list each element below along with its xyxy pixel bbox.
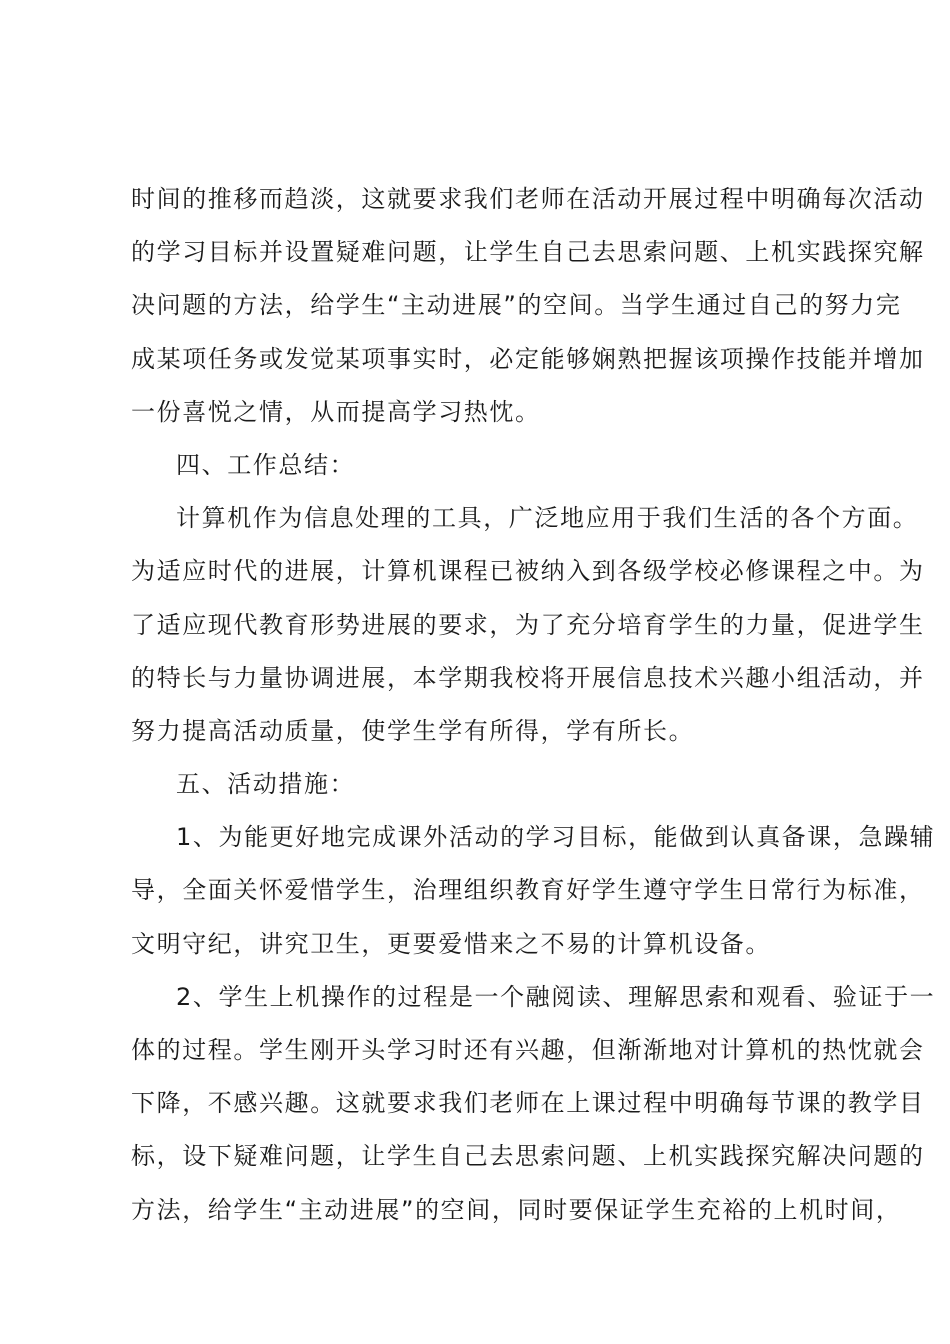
text-line: 的特长与力量协调进展，本学期我校将开展信息技术兴趣小组活动，并 (131, 663, 925, 692)
text-line: 文明守纪，讲究卫生，更要爱惜来之不易的计算机设备。 (131, 929, 771, 958)
document-body (131, 182, 936, 1246)
text-line: 下降，不感兴趣。这就要求我们老师在上课过程中明确每节课的教学目 (131, 1089, 925, 1118)
section-heading: 四、工作总结： (176, 450, 356, 479)
text-line: 努力提高活动质量，使学生学有所得，学有所长。 (131, 716, 695, 745)
text-line: 标，设下疑难问题，让学生自己去思索问题、上机实践探究解决问题的 (131, 1142, 925, 1171)
text-line: 导，全面关怀爱惜学生，治理组织教育好学生遵守学生日常行为标准， (131, 876, 925, 905)
text-line: 体的过程。学生刚开头学习时还有兴趣，但渐渐地对计算机的热忱就会 (131, 1036, 925, 1064)
list-item: 1、为能更好地完成课外活动的学习目标，能做到认真备课，急躁辅 (176, 823, 936, 852)
text-line: 方法，给学生“主动进展”的空间，同时要保证学生充裕的上机时间， (131, 1195, 902, 1224)
text-line: 了适应现代教育形势进展的要求，为了充分培育学生的力量，促进学生 (131, 610, 925, 639)
text-line: 成某项任务或发觉某项事实时，必定能够娴熟把握该项操作技能并增加 (131, 344, 925, 373)
section-heading: 五、活动措施： (176, 770, 356, 799)
text-line: 决问题的方法，给学生“主动进展”的空间。当学生通过自己的努力完 (131, 291, 902, 320)
text-line: 一份喜悦之情，从而提高学习热忱。 (131, 397, 541, 426)
text-line: 的学习目标并设置疑难问题，让学生自己去思索问题、上机实践探究解 (131, 238, 925, 267)
text-line: 计算机作为信息处理的工具，广泛地应用于我们生活的各个方面。 (176, 504, 919, 533)
text-line: 为适应时代的进展，计算机课程已被纳入到各级学校必修课程之中。为 (131, 557, 925, 586)
text-line: 时间的推移而趋淡，这就要求我们老师在活动开展过程中明确每次活动 (131, 185, 925, 213)
list-item: 2、学生上机操作的过程是一个融阅读、理解思索和观看、验证于一 (176, 982, 936, 1011)
